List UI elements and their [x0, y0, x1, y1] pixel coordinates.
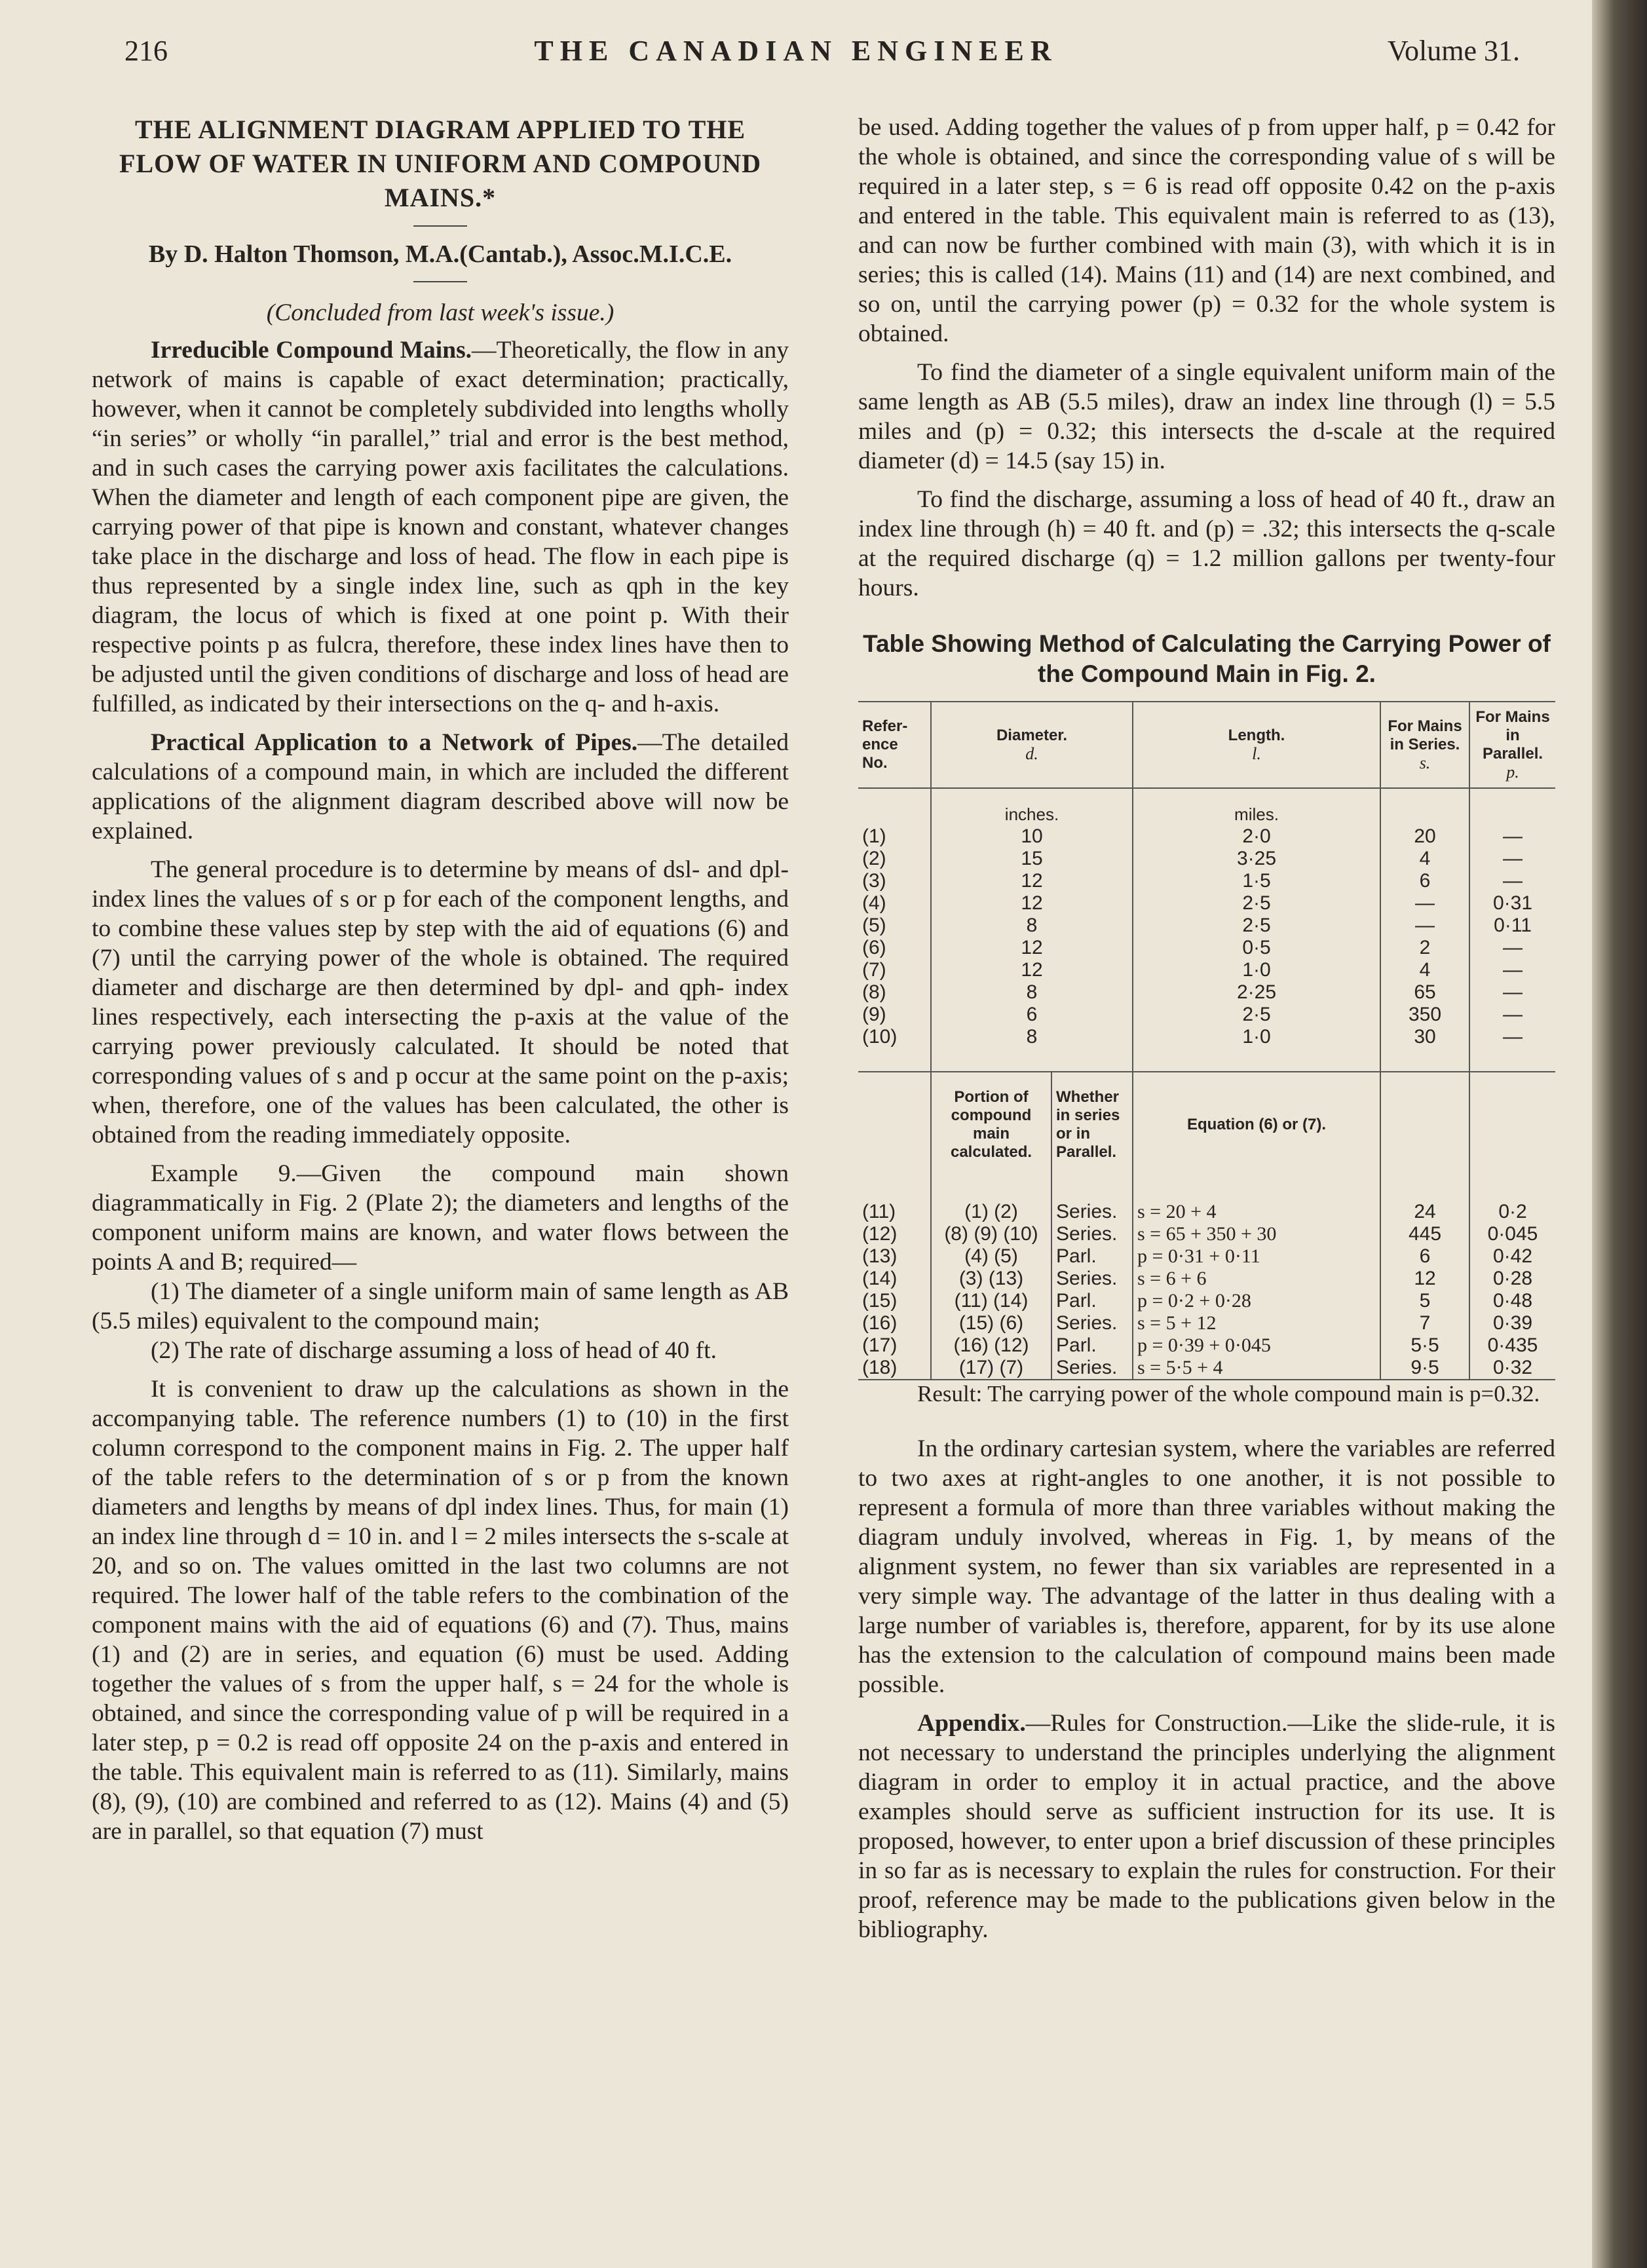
- row-parallel-p: 0·42: [1492, 1245, 1533, 1267]
- table-title: Table Showing Method of Calculating the Carrying Power of the Compound Main in Fig. 2.: [863, 630, 1551, 687]
- row-portion: (16) (12): [931, 1334, 1051, 1357]
- table-row: [858, 1334, 1555, 1357]
- row-series-s: 7: [1380, 1312, 1469, 1334]
- row-length: 2·5: [1133, 915, 1380, 937]
- row-length: 2·5: [1133, 892, 1380, 915]
- row-ref: (1): [858, 825, 931, 848]
- row-ref: (7): [858, 959, 931, 981]
- row-ref: (5): [858, 915, 931, 937]
- table-row: [858, 1223, 1555, 1245]
- row-ref: (4): [858, 892, 931, 915]
- row-parallel-p: —: [1503, 981, 1523, 1003]
- row-equation: p = 0·2 + 0·28: [1133, 1290, 1380, 1312]
- row-portion: (4) (5): [931, 1245, 1051, 1268]
- row-type: Series.: [1051, 1268, 1133, 1290]
- irreducible-heading: Irreducible Compound Mains.: [151, 337, 472, 364]
- practical-paragraph: [92, 728, 789, 846]
- row-length: 2·25: [1133, 981, 1380, 1004]
- row-portion: (15) (6): [931, 1312, 1051, 1334]
- header-parallel: For Mains in Parallel. p.: [1475, 708, 1550, 782]
- upper-table-body: [858, 788, 1555, 1072]
- table-row: [858, 870, 1555, 892]
- article-title: THE ALIGNMENT DIAGRAM APPLIED TO THE FLOW OF WATER IN UNIFORM AND COMPOUND MAINS.*: [119, 115, 761, 212]
- row-parallel-p: —: [1503, 870, 1523, 892]
- row-diameter: 8: [931, 1026, 1133, 1072]
- table-row: [858, 1245, 1555, 1268]
- row-ref: (17): [858, 1334, 931, 1357]
- row-length: 0·5: [1133, 937, 1380, 959]
- left-column: [92, 113, 789, 1846]
- appendix-heading: Appendix.: [917, 1710, 1026, 1737]
- table-row: [858, 1026, 1555, 1072]
- header-portion: Portion of compound main calculated.: [931, 1072, 1051, 1177]
- row-equation: p = 0·31 + 0·11: [1133, 1245, 1380, 1268]
- table-row: [858, 1004, 1555, 1026]
- header-length: Length. l.: [1133, 702, 1380, 788]
- row-ref: (15): [858, 1290, 931, 1312]
- row-series-s: 6: [1380, 1245, 1469, 1268]
- row-diameter: 15: [931, 848, 1133, 870]
- row-ref: (8): [858, 981, 931, 1004]
- book-spine-shadow: [1592, 0, 1647, 2268]
- row-ref: (11): [858, 1177, 931, 1223]
- row-ref: (6): [858, 937, 931, 959]
- table-row: [858, 915, 1555, 937]
- row-parallel-p: —: [1503, 937, 1523, 958]
- row-ref: (13): [858, 1245, 931, 1268]
- requirement-2: (2) The rate of discharge assuming a loss of head of 40 ft.: [151, 1337, 717, 1364]
- row-parallel-p: 0·28: [1492, 1268, 1533, 1289]
- example-9-paragraph: Example 9.—Given the compound main shown diagrammatically in Fig. 2 (Plate 2); the diameters and lengths of the component uniform mains are known, and water flows between the points A and B; required—: [92, 1160, 789, 1276]
- row-type: Parl.: [1051, 1290, 1133, 1312]
- row-parallel-p: —: [1503, 1004, 1523, 1025]
- row-type: Series.: [1051, 1312, 1133, 1334]
- row-parallel-p: 0·39: [1492, 1312, 1533, 1334]
- table-row: [858, 1268, 1555, 1290]
- row-diameter: 12: [931, 892, 1133, 915]
- row-equation: s = 5·5 + 4: [1133, 1357, 1380, 1379]
- table-row: [858, 825, 1555, 848]
- row-equation: s = 20 + 4: [1133, 1177, 1380, 1223]
- row-series-s: 4: [1380, 848, 1469, 870]
- row-ref: (2): [858, 848, 931, 870]
- find-diameter-paragraph: To find the diameter of a single equivalent uniform main of the same length as AB (5.5 miles), draw an index line through (l) = 5.5 miles and (p) = 0.32; this intersects the d-scale at the required diameter (d) = 14.5 (say 15) in.: [858, 359, 1555, 474]
- row-ref: (12): [858, 1223, 931, 1245]
- byline: By D. Halton Thomson, M.A.(Cantab.), Assoc.M.I.C.E.: [148, 240, 732, 268]
- irreducible-paragraph: [92, 335, 789, 719]
- journal-title: THE CANADIAN ENGINEER: [534, 35, 1058, 67]
- row-diameter: 10: [931, 825, 1133, 848]
- appendix-text: —Rules for Construction.—Like the slide-rule, it is not necessary to understand the principles underlying the alignment diagram in order to employ it in actual practice, and the above examples should serve as sufficient instruction for its use. It is proposed, however, to enter upon a brief discussion of these principles in so far as is necessary to explain the rules for construction. For their proof, reference may be made to the publications given below in the bibliography.: [858, 1710, 1555, 1943]
- row-portion: (11) (14): [931, 1290, 1051, 1312]
- row-parallel-p: —: [1503, 1026, 1523, 1048]
- practical-heading: Practical Application to a Network of Pipes.: [151, 729, 638, 756]
- row-diameter: 12: [931, 870, 1133, 892]
- row-parallel-p: 0·435: [1487, 1334, 1538, 1356]
- row-type: Series.: [1051, 1357, 1133, 1379]
- page-number: 216: [124, 35, 168, 67]
- row-series-s: 5·5: [1380, 1334, 1469, 1357]
- table-row: [858, 1177, 1555, 1223]
- row-ref: (16): [858, 1312, 931, 1334]
- row-portion: (1) (2): [931, 1177, 1051, 1223]
- row-diameter: 8: [931, 981, 1133, 1004]
- row-ref: (18): [858, 1357, 931, 1379]
- header-diameter: Diameter. d.: [931, 702, 1133, 788]
- row-diameter: 12: [931, 959, 1133, 981]
- row-series-s: 350: [1380, 1004, 1469, 1026]
- table-result: Result: The carrying power of the whole compound main is p=0.32.: [917, 1381, 1540, 1407]
- header-whether: Whether in series or in Parallel.: [1051, 1072, 1133, 1177]
- row-series-s: 65: [1380, 981, 1469, 1004]
- title-rule: [413, 225, 467, 227]
- table-row: [858, 959, 1555, 981]
- row-type: Parl.: [1051, 1245, 1133, 1268]
- lower-table-body: [858, 1072, 1555, 1379]
- row-parallel-p: 0·31: [1492, 892, 1533, 914]
- units-row: [858, 788, 1555, 825]
- concluded-note: (Concluded from last week's issue.): [266, 299, 615, 326]
- table-row: [858, 1290, 1555, 1312]
- table-row: [858, 981, 1555, 1004]
- row-parallel-p: 0·11: [1494, 915, 1532, 936]
- row-length: 1·5: [1133, 870, 1380, 892]
- row-series-s: —: [1380, 915, 1469, 937]
- row-length: 2·0: [1133, 825, 1380, 848]
- row-portion: (3) (13): [931, 1268, 1051, 1290]
- cartesian-paragraph: In the ordinary cartesian system, where the variables are referred to two axes at right-angles to one another, it is not possible to represent a formula of more than three variables without making the diagram unduly involved, whereas in Fig. 1, by means of the alignment system, no fewer than six variables are represented in a very simple way. The advantage of the latter in thus dealing with a large number of variables is, therefore, apparent, for by its use alone has the extension to the calculation of compound mains been made possible.: [858, 1435, 1555, 1698]
- row-diameter: 6: [931, 1004, 1133, 1026]
- row-length: 2·5: [1133, 1004, 1380, 1026]
- row-portion: (8) (9) (10): [931, 1223, 1051, 1245]
- row-series-s: 5: [1380, 1290, 1469, 1312]
- row-length: 1·0: [1133, 959, 1380, 981]
- volume-label: Volume 31.: [1387, 35, 1520, 67]
- row-ref: (14): [858, 1268, 931, 1290]
- header-equation: Equation (6) or (7).: [1133, 1072, 1380, 1177]
- row-ref: (3): [858, 870, 931, 892]
- practical-text: —The detailed calculations of a compound main, in which are included the different applications of the alignment diagram described above will now be explained.: [92, 729, 789, 844]
- diameter-unit: inches.: [931, 788, 1133, 825]
- row-ref: (10): [858, 1026, 931, 1072]
- length-unit: miles.: [1133, 788, 1380, 825]
- row-parallel-p: —: [1503, 848, 1523, 869]
- carrying-power-table: [858, 702, 1555, 1379]
- row-parallel-p: 0·2: [1498, 1201, 1527, 1222]
- row-series-s: 4: [1380, 959, 1469, 981]
- appendix-paragraph: [858, 1709, 1555, 1944]
- requirement-1: (1) The diameter of a single uniform main of same length as AB (5.5 miles) equivalent to the compound main;: [92, 1278, 789, 1334]
- row-series-s: 24: [1380, 1177, 1469, 1223]
- row-parallel-p: —: [1503, 825, 1523, 847]
- right-column: [858, 113, 1555, 1944]
- row-diameter: 12: [931, 937, 1133, 959]
- row-ref: (9): [858, 1004, 931, 1026]
- row-parallel-p: 0·045: [1487, 1223, 1538, 1245]
- table-row: [858, 848, 1555, 870]
- row-series-s: 30: [1380, 1026, 1469, 1072]
- row-series-s: 6: [1380, 870, 1469, 892]
- lower-header-row: [858, 1072, 1555, 1177]
- row-length: 1·0: [1133, 1026, 1380, 1072]
- row-diameter: 8: [931, 915, 1133, 937]
- row-parallel-p: —: [1503, 959, 1523, 981]
- header-ref: Refer- ence No.: [858, 702, 931, 788]
- table-row: [858, 937, 1555, 959]
- table-header-row: [858, 702, 1555, 788]
- table-row: [858, 1357, 1555, 1379]
- header-series: For Mains in Series. s.: [1380, 702, 1469, 788]
- row-portion: (17) (7): [931, 1357, 1051, 1379]
- row-equation: p = 0·39 + 0·045: [1133, 1334, 1380, 1357]
- convenient-paragraph: It is convenient to draw up the calculations as shown in the accompanying table. The reference numbers (1) to (10) in the first column correspond to the component mains in Fig. 2. The upper half of the table refers to the determination of s or p from the known diameters and lengths by means of dpl index lines. Thus, for main (1) an index line through d = 10 in. and l = 2 miles intersects the s-scale at 20, and so on. The values omitted in the last two columns are not required. The lower half of the table refers to the combination of the component mains with the aid of equations (6) and (7). Thus, mains (1) and (2) are in series, and equation (6) must be used. Adding together the values of s from the upper half, s = 24 for the whole is obtained, and since the corresponding value of p will be required in a later step, p = 0.2 is read off opposite 24 on the p-axis and entered in the table. This equivalent main is referred to as (11). Similarly, mains (8), (9), (10) are combined and referred to as (12). Mains (4) and (5) are in parallel, so that equation (7) must: [92, 1376, 789, 1845]
- row-equation: s = 6 + 6: [1133, 1268, 1380, 1290]
- byline-rule: [413, 281, 467, 282]
- row-length: 3·25: [1133, 848, 1380, 870]
- row-parallel-p: 0·32: [1492, 1357, 1533, 1378]
- row-parallel-p: 0·48: [1492, 1290, 1533, 1312]
- row-type: Parl.: [1051, 1334, 1133, 1357]
- continued-paragraph: be used. Adding together the values of p from upper half, p = 0.42 for the whole is obtained, and since the corresponding value of s will be required in a later step, s = 6 is read off opposite 0.42 on the p-axis and entered in the table. This equivalent main is referred to as (13), and can now be further combined with main (3), with which it is in series; this is called (14). Mains (11) and (14) are next combined, and so on, until the carrying power (p) = 0.32 for the whole system is obtained.: [858, 114, 1555, 347]
- table-row: [858, 892, 1555, 915]
- row-type: Series.: [1051, 1177, 1133, 1223]
- find-discharge-paragraph: To find the discharge, assuming a loss of head of 40 ft., draw an index line through (h) = 40 ft. and (p) = .32; this intersects the q-scale at the required discharge (q) = 1.2 million gallons per twenty-four hours.: [858, 486, 1555, 601]
- row-type: Series.: [1051, 1223, 1133, 1245]
- irreducible-text: —Theoretically, the flow in any network of mains is capable of exact determination; practically, however, when it cannot be completely subdivided into lengths wholly “in series” or wholly “in parallel,” trial and error is the best method, and in such cases the carrying power axis facilitates the calculations. When the diameter and length of each component pipe are given, the carrying power of that pipe is known and constant, whatever changes take place in the discharge and loss of head. The flow in each pipe is thus represented by a single index line, such as qph in the key diagram, the locus of which is fixed at one point p. With their respective points p as fulcra, therefore, these index lines have then to be adjusted until the given conditions of discharge and loss of head are fulfilled, as indicated by their intersections on the q- and h-axis.: [92, 337, 789, 717]
- row-series-s: —: [1380, 892, 1469, 915]
- row-series-s: 445: [1380, 1223, 1469, 1245]
- row-series-s: 20: [1380, 825, 1469, 848]
- row-series-s: 12: [1380, 1268, 1469, 1290]
- table-row: [858, 1312, 1555, 1334]
- row-equation: s = 65 + 350 + 30: [1133, 1223, 1380, 1245]
- row-series-s: 2: [1380, 937, 1469, 959]
- general-procedure-paragraph: The general procedure is to determine by means of dsl- and dpl- index lines the values of s or p for each of the component lengths, and to combine these values step by step with the aid of equations (6) and (7) until the carrying power of the whole is obtained. The required diameter and discharge are then determined by dpl- and qph- index lines respectively, each intersecting the p-axis at the value of the carrying power previously calculated. It should be noted that corresponding values of s and p occur at the same point on the p-axis; when, therefore, one of the values has been calculated, the other is obtained from the reading immediately opposite.: [92, 856, 789, 1148]
- row-series-s: 9·5: [1380, 1357, 1469, 1379]
- row-equation: s = 5 + 12: [1133, 1312, 1380, 1334]
